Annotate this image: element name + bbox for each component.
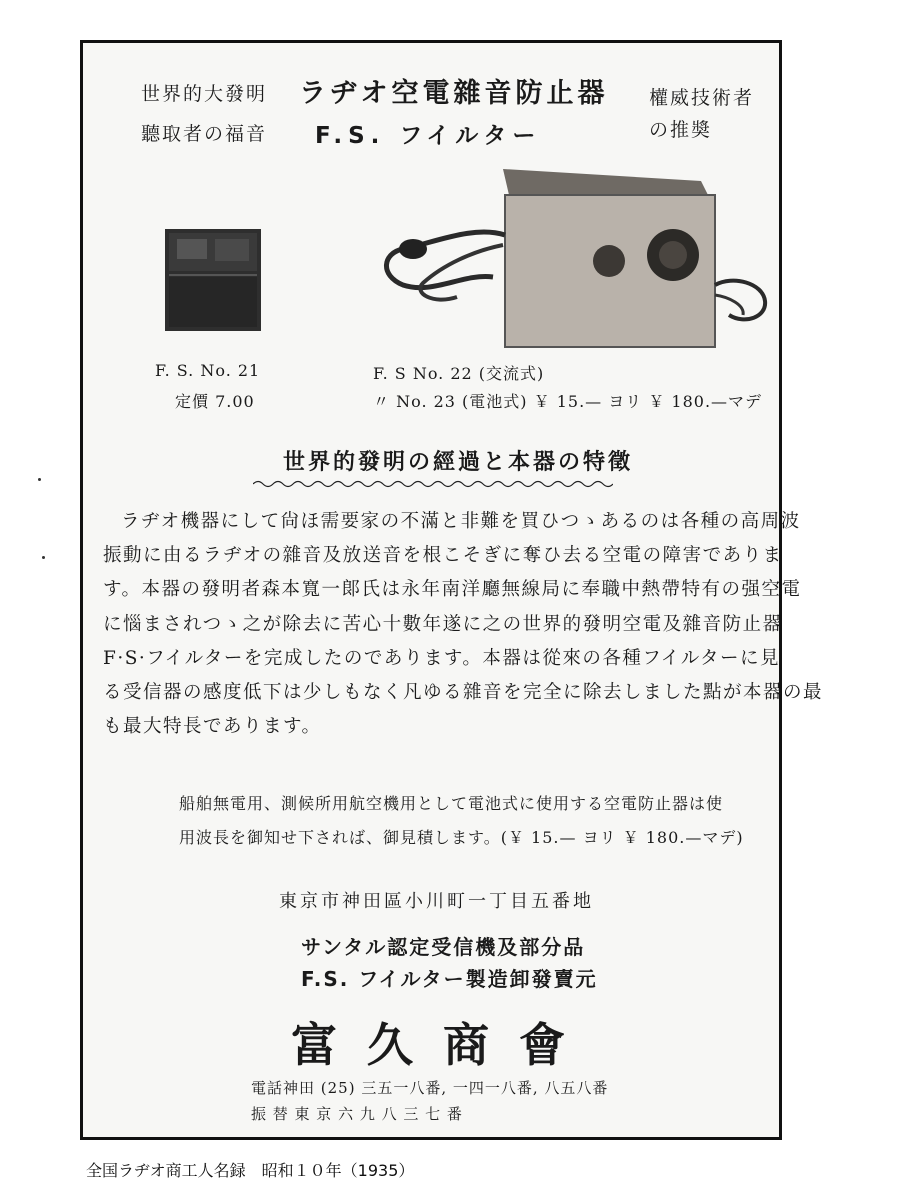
body-line: ラヂオ機器にして尙ほ需要家の不滿と非難を買ひつゝあるのは各種の高周波 <box>121 511 801 532</box>
model-no23-label: 〃 No. 23 (電池式) ￥ 15.— ヨリ ￥ 180.—マデ <box>373 392 763 411</box>
footer-line-1: サンタル認定受信機及部分品 <box>301 935 586 959</box>
body-line: 振動に由るラヂオの雜音及放送音を根こそぎに奪ひ去る空電の障害でありま <box>103 545 783 567</box>
fs-no21-device-illustration <box>163 227 265 335</box>
body-line: す。本器の發明者森本寬一郞氏は永年南洋廳無線局に奉職中熱帶特有の强空電 <box>103 579 802 601</box>
model-no22-label: F. S No. 22 (交流式) <box>373 364 545 383</box>
body-line: る受信器の感度低下は少しもなく凡ゆる雜音を完全に除去しました點が本器の最 <box>103 682 824 704</box>
headline-title: ラヂオ空電雜音防止器 <box>299 78 609 109</box>
body-line: に惱まされつゝ之が除去に苦心十數年遂に之の世界的發明空電及雜音防止器 <box>103 613 783 635</box>
print-speck <box>38 478 41 481</box>
footer-line-2: F.S. フイルター製造卸發賣元 <box>301 967 598 991</box>
body-line: も最大特長であります。 <box>103 716 322 738</box>
company-address: 東京市神田區小川町一丁目五番地 <box>279 891 594 912</box>
header-left-bottom: 聽取者の福音 <box>141 123 268 145</box>
body-paragraph <box>103 505 824 744</box>
header-right-bottom: の推奬 <box>649 119 713 141</box>
advertisement-page <box>80 40 824 1140</box>
company-telephone: 電話神田 (25) 三五一八番, 一四一八番, 八五八番 <box>251 1079 609 1097</box>
model-no21-price: 定價 7.00 <box>175 392 255 411</box>
body-line: F·S·フイルターを完成したのであります。本器は從來の各種フイルターに見 <box>103 647 780 669</box>
company-transfer-account: 振 替 東 京 六 九 八 三 七 番 <box>251 1105 463 1123</box>
print-speck <box>42 556 45 559</box>
note-line-1: 船舶無電用、測候所用航空機用として電池式に使用する空電防止器は使 <box>179 794 724 813</box>
header-left-top: 世界的大發明 <box>141 83 268 105</box>
headline-subtitle: F.S. フイルター <box>315 123 542 149</box>
header-right-top: 權威技術者 <box>649 87 755 109</box>
fs-no22-device-illustration <box>373 165 773 355</box>
company-name: 富久商會 <box>291 1018 595 1072</box>
model-no21-label: F. S. No. 21 <box>155 361 261 380</box>
section-title: 世界的發明の經過と本器の特徵 <box>283 450 634 475</box>
wavy-underline <box>253 479 613 489</box>
source-caption: 全国ラヂオ商工人名録 昭和１０年（1935） <box>86 1161 415 1180</box>
note-line-2: 用波長を御知せ下されば、御見積します。(￥ 15.— ヨリ ￥ 180.—マデ) <box>179 828 744 847</box>
